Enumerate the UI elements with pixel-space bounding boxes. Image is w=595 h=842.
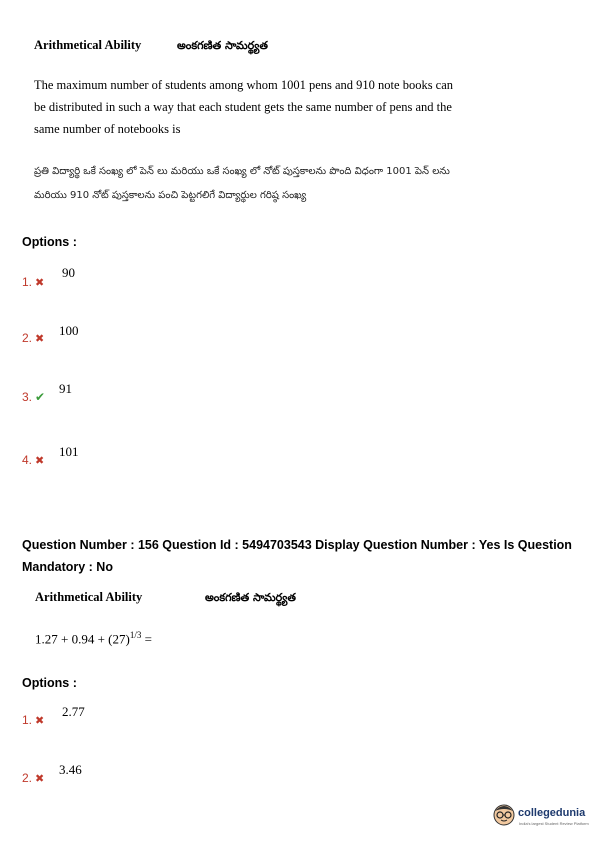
question-text-te: ప్రతి విద్యార్థి ఒకే సంఖ్య లో పెన్ లు మరియు ఒకే సంఖ్య లో నోట్ పుస్తకాలను పొంది విధంగా 1001 పెన్ లను మరియు 910 నోట్ పుస్తకాలను పంచి పెట్టగలిగే విద్యార్థుల గరిష్ఠ సంఖ్య bbox=[34, 166, 450, 201]
expression-equals: = bbox=[141, 631, 152, 647]
option-2[interactable] bbox=[22, 762, 222, 792]
option-4[interactable] bbox=[22, 444, 222, 474]
option-3[interactable] bbox=[22, 381, 222, 411]
mascot-icon bbox=[492, 801, 516, 827]
option-number: 2. bbox=[22, 331, 33, 345]
subject-label-te: అంకగణిత సామర్థ్యత bbox=[205, 591, 296, 604]
expression-exponent: 1/3 bbox=[129, 630, 142, 640]
option-value: 2.77 bbox=[62, 704, 85, 719]
option-2[interactable] bbox=[22, 323, 222, 353]
wrong-icon: ✖ bbox=[35, 333, 45, 345]
wrong-icon: ✖ bbox=[35, 277, 45, 289]
options-label: Options : bbox=[22, 235, 77, 249]
option-number: 1. bbox=[22, 713, 33, 727]
option-value: 91 bbox=[59, 381, 72, 396]
subject-label-en: Arithmetical Ability bbox=[34, 38, 142, 52]
option-number: 1. bbox=[22, 275, 33, 289]
option-number: 2. bbox=[22, 771, 33, 785]
wrong-icon: ✖ bbox=[35, 455, 45, 467]
logo-name: collegedunia bbox=[518, 807, 586, 819]
subject-label-te: అంకగణిత సామర్థ్యత bbox=[177, 39, 268, 52]
question-text-en: The maximum number of students among whom 1001 pens and 910 note books can be distributed in such a way that each student gets the same number of pens and the same number of notebooks is bbox=[34, 78, 454, 136]
question-header: Question Number : 156 Question Id : 5494703543 Display Question Number : Yes Is Question Mandatory : No bbox=[22, 538, 572, 574]
option-value: 90 bbox=[62, 265, 75, 280]
option-number: 3. bbox=[22, 390, 33, 404]
collegedunia-logo bbox=[492, 799, 592, 833]
option-1[interactable] bbox=[22, 704, 222, 734]
math-expression bbox=[35, 630, 152, 647]
option-1[interactable] bbox=[22, 265, 222, 295]
option-value: 101 bbox=[59, 444, 79, 459]
option-value: 100 bbox=[59, 323, 79, 338]
option-value: 3.46 bbox=[59, 762, 82, 777]
expression-base: 1.27 + 0.94 + (27) bbox=[35, 631, 130, 647]
wrong-icon: ✖ bbox=[35, 773, 45, 785]
options-label: Options : bbox=[22, 676, 77, 690]
option-number: 4. bbox=[22, 453, 33, 467]
subject-label-en: Arithmetical Ability bbox=[35, 590, 143, 604]
logo-tagline: India's largest Student Review Platform bbox=[519, 821, 589, 826]
check-icon: ✔ bbox=[35, 390, 46, 404]
wrong-icon: ✖ bbox=[35, 715, 45, 727]
